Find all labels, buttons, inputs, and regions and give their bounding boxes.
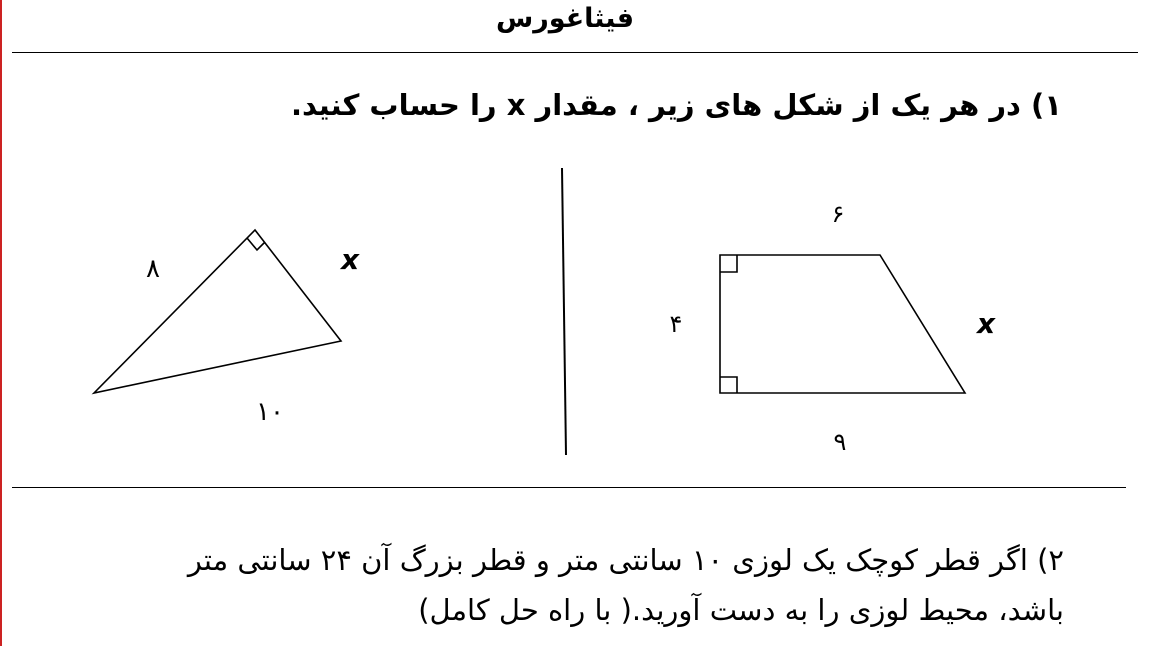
right-angle-marker-top — [720, 255, 737, 272]
page-title: فیثاغورس — [495, 3, 635, 34]
question-2-line-2: باشد، محیط لوزی را به دست آورید.( با راه حل کامل) — [418, 593, 1064, 627]
triangle-label-10: ۱۰ — [256, 397, 284, 427]
triangle-label-x: x — [340, 243, 360, 276]
trapezoid-label-left: ۴ — [669, 310, 683, 338]
right-triangle-figure — [94, 230, 360, 427]
question-1-text: ۱) در هر یک از شکل های زیر ، مقدار x را حساب کنید. — [291, 88, 1062, 122]
triangle-label-8: ۸ — [146, 254, 160, 284]
right-angle-marker-bottom — [720, 377, 737, 393]
question-2-text — [94, 535, 1064, 635]
trapezoid-shape — [720, 255, 965, 393]
section-divider — [12, 487, 1126, 488]
trapezoid-label-x: x — [976, 307, 996, 340]
trapezoid-label-top: ۶ — [831, 200, 845, 228]
triangle-shape — [94, 230, 341, 393]
figures-divider — [562, 168, 566, 455]
trapezoid-label-bottom: ۹ — [833, 428, 847, 456]
right-trapezoid-figure — [670, 200, 996, 456]
question-2-line-1: ۲) اگر قطر کوچک یک لوزی ۱۰ سانتی متر و قطر بزرگ آن ۲۴ سانتی متر — [187, 543, 1064, 577]
